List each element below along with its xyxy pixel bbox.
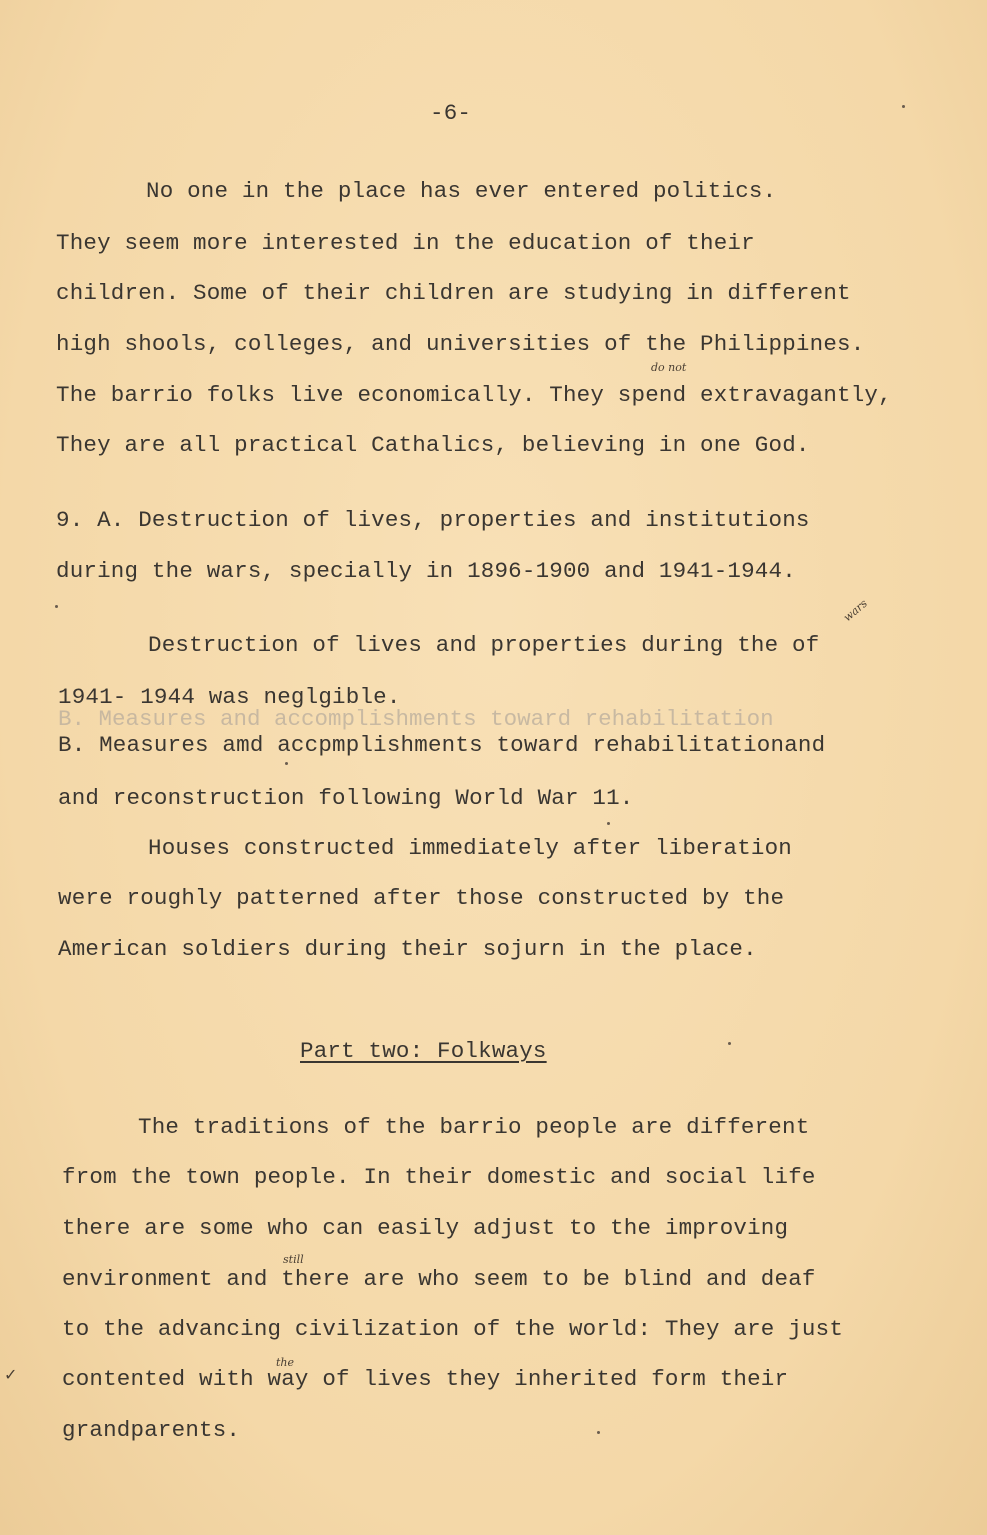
paragraph-2-line-2: 1941- 1944 was neglgible. bbox=[58, 684, 401, 710]
paragraph-3-line-3: American soldiers during their sojurn in the place. bbox=[58, 936, 757, 962]
paragraph-1-line-4: high shools, colleges, and universities of the Philippines. bbox=[56, 331, 865, 357]
speck bbox=[55, 605, 58, 608]
part-two-heading: Part two: Folkways bbox=[300, 1038, 547, 1064]
paragraph-1-line-1: No one in the place has ever entered politics. bbox=[146, 178, 777, 204]
paragraph-4-line-5: to the advancing civilization of the world: They are just bbox=[62, 1316, 844, 1342]
paragraph-1-line-6: They are all practical Cathalics, believing in one God. bbox=[56, 432, 810, 458]
paragraph-4-line-6: contented with way of lives they inherited form their bbox=[62, 1366, 789, 1392]
margin-check-mark: ✓ bbox=[4, 1365, 18, 1384]
speck bbox=[607, 822, 610, 825]
paragraph-1-line-2: They seem more interested in the education of their bbox=[56, 230, 755, 256]
paragraph-4-line-1: The traditions of the barrio people are different bbox=[138, 1114, 810, 1140]
paragraph-2-line-1: Destruction of lives and properties during the of bbox=[148, 632, 820, 658]
paragraph-1-line-5: The barrio folks live economically. They spend extravagantly, bbox=[56, 382, 892, 408]
section-9-line-2: during the wars, specially in 1896-1900 and 1941-1944. bbox=[56, 558, 796, 584]
paragraph-4-line-7: grandparents. bbox=[62, 1417, 241, 1443]
section-b-line-1: B. Measures amd accpmplishments toward rehabilitationand bbox=[58, 732, 826, 758]
paragraph-3-line-2: were roughly patterned after those constructed by the bbox=[58, 885, 785, 911]
section-b-line-2: and reconstruction following World War 11. bbox=[58, 785, 634, 811]
handwritten-insertion-the: the bbox=[276, 1356, 295, 1369]
handwritten-insertion-still: still bbox=[283, 1253, 304, 1266]
paragraph-3-line-1: Houses constructed immediately after liberation bbox=[148, 835, 793, 861]
speck bbox=[902, 105, 905, 108]
paragraph-4-line-2: from the town people. In their domestic and social life bbox=[62, 1164, 816, 1190]
speck bbox=[728, 1042, 731, 1045]
carbon-ghost-line: B. Measures and accomplishments toward rehabilitation bbox=[58, 706, 774, 732]
section-9-line-1: 9. A. Destruction of lives, properties and institutions bbox=[56, 507, 810, 533]
handwritten-insertion-do-not: do not bbox=[651, 361, 687, 374]
speck bbox=[597, 1431, 600, 1434]
page-number: -6- bbox=[430, 100, 472, 126]
paragraph-4-line-4: environment and there are who seem to be blind and deaf bbox=[62, 1266, 816, 1292]
paragraph-1-line-3: children. Some of their children are studying in different bbox=[56, 280, 851, 306]
handwritten-insertion-wars: wars bbox=[840, 596, 870, 625]
paragraph-4-line-3: there are some who can easily adjust to the improving bbox=[62, 1215, 789, 1241]
speck bbox=[285, 762, 288, 765]
